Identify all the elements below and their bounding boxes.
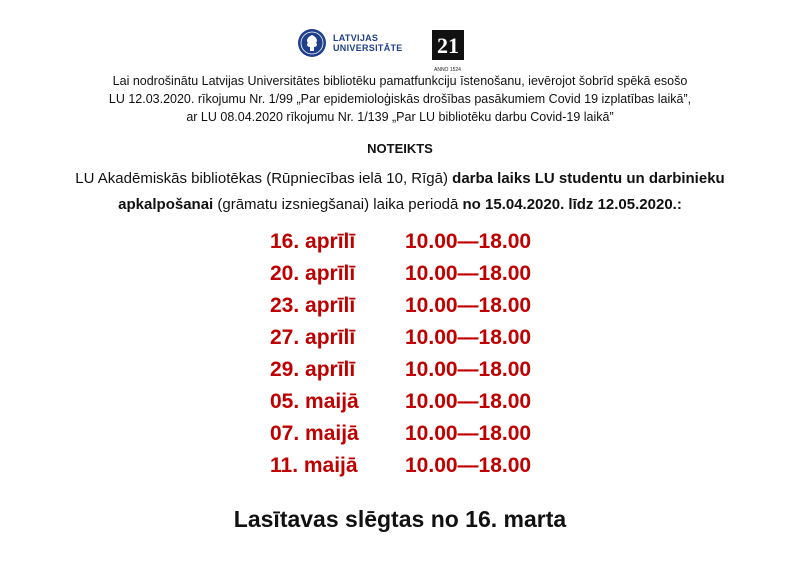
- intro-line: Lai nodrošinātu Latvijas Universitātes bibliotēku pamatfunkciju īstenošanu, ievērojot šobrīd spēkā esošo: [112, 74, 688, 88]
- anno-1524-logo-icon: [430, 26, 466, 66]
- university-seal-icon: [297, 28, 327, 58]
- intro-line: ar LU 08.04.2020 rīkojumu Nr. 1/139 „Par LU bibliotēku darbu Covid-19 laikā”: [186, 110, 614, 124]
- university-name-line2: UNIVERSITĀTE: [333, 43, 403, 53]
- schedule-date: 29. aprīlī: [270, 358, 356, 381]
- anno-text: ANNO 1524: [434, 67, 461, 73]
- schedule-row: [0, 390, 800, 422]
- schedule-date: 20. aprīlī: [270, 262, 356, 285]
- schedule-time: 10.00—18.00: [405, 390, 532, 413]
- intro-line: LU 12.03.2020. rīkojumu Nr. 1/99 „Par epidemioloģiskās drošības pasākumiem Covid 19 izplatības laikā”,: [108, 92, 692, 106]
- university-name-line1: LATVIJAS: [333, 33, 379, 43]
- schedule-row: [0, 422, 800, 454]
- reading-room-closed-notice: Lasītavas slēgtas no 16. marta: [233, 506, 567, 532]
- schedule-row: [0, 262, 800, 294]
- schedule-time: 10.00—18.00: [405, 326, 532, 349]
- schedule-row: [0, 294, 800, 326]
- schedule-time: 10.00—18.00: [405, 422, 532, 445]
- schedule-row: [0, 230, 800, 262]
- intro-text: [0, 72, 800, 126]
- schedule-time: 10.00—18.00: [405, 294, 532, 317]
- university-logo: [297, 28, 403, 58]
- schedule-time: 10.00—18.00: [405, 262, 532, 285]
- schedule-row: [0, 358, 800, 390]
- logo-bar: [0, 24, 800, 72]
- svg-text:21: 21: [437, 33, 459, 58]
- schedule-date: 05. maijā: [270, 390, 359, 413]
- schedule-row: [0, 326, 800, 358]
- paragraph-bold-text: darba laiks LU studentu un darbinieku apkalpošanai: [118, 170, 725, 213]
- schedule-time: 10.00—18.00: [405, 454, 532, 477]
- schedule-date: 23. aprīlī: [270, 294, 356, 317]
- paragraph-bold-text: no 15.04.2020. līdz 12.05.2020.:: [462, 196, 682, 213]
- schedule-time: 10.00—18.00: [405, 358, 532, 381]
- schedule-date: 16. aprīlī: [270, 230, 356, 253]
- schedule-date: 07. maijā: [270, 422, 359, 445]
- schedule-date: 27. aprīlī: [270, 326, 356, 349]
- announcement-paragraph: [40, 166, 760, 218]
- paragraph-text: LU Akadēmiskās bibliotēkas (Rūpniecības ielā 10, Rīgā): [75, 170, 453, 187]
- schedule-date: 11. maijā: [270, 454, 358, 477]
- heading: NOTEIKTS: [367, 141, 433, 156]
- schedule-time: 10.00—18.00: [405, 230, 532, 253]
- schedule-row: [0, 454, 800, 486]
- paragraph-text: (grāmatu izsniegšanai) laika periodā: [213, 196, 463, 213]
